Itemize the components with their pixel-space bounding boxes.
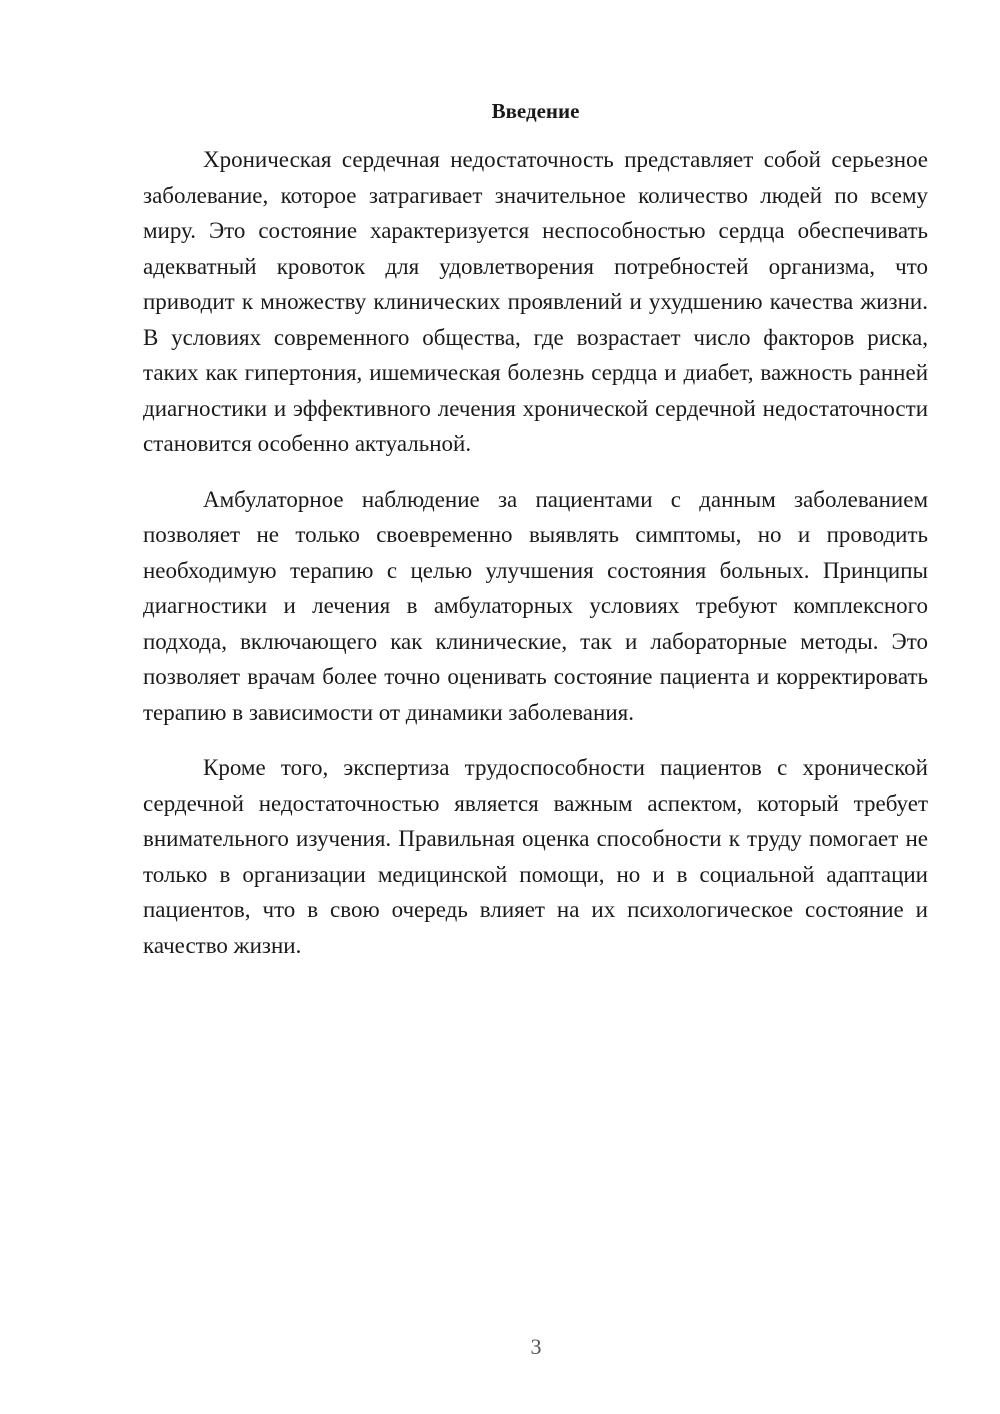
paragraph-3: Кроме того, экспертиза трудоспособности пациентов с хронической сердечной недостаточностью является важным аспектом, который требует внимательного изучения. Правильная оценка способности к труду помогает не только в организации медицинской помощи, но и в социальной адаптации пациентов, что в свою очередь влияет на их психологическое состояние и качество жизни. xyxy=(143,755,928,958)
section-heading: Введение xyxy=(491,99,580,123)
page-number: 3 xyxy=(530,1334,542,1359)
paragraph-1: Хроническая сердечная недостаточность представляет собой серьезное заболевание, которое затрагивает значительное количество людей по всему миру. Это состояние характеризуется неспособностью сердца обеспечивать адекватный кровоток для удовлетворения потребностей организма, что приводит к множеству клинических проявлений и ухудшению качества жизни. В условиях современного общества, где возрастает число факторов риска, таких как гипертония, ишемическая болезнь сердца и диабет, важность ранней диагностики и эффективного лечения хронической сердечной недостаточности становится особенно актуальной. xyxy=(143,147,928,456)
body-text xyxy=(143,142,928,983)
paragraph-2: Амбулаторное наблюдение за пациентами с данным заболеванием позволяет не только своевременно выявлять симптомы, но и проводить необходимую терапию с целью улучшения состояния больных. Принципы диагностики и лечения в амбулаторных условиях требуют комплексного подхода, включающего как клинические, так и лабораторные методы. Это позволяет врачам более точно оценивать состояние пациента и корректировать терапию в зависимости от динамики заболевания. xyxy=(143,486,928,725)
